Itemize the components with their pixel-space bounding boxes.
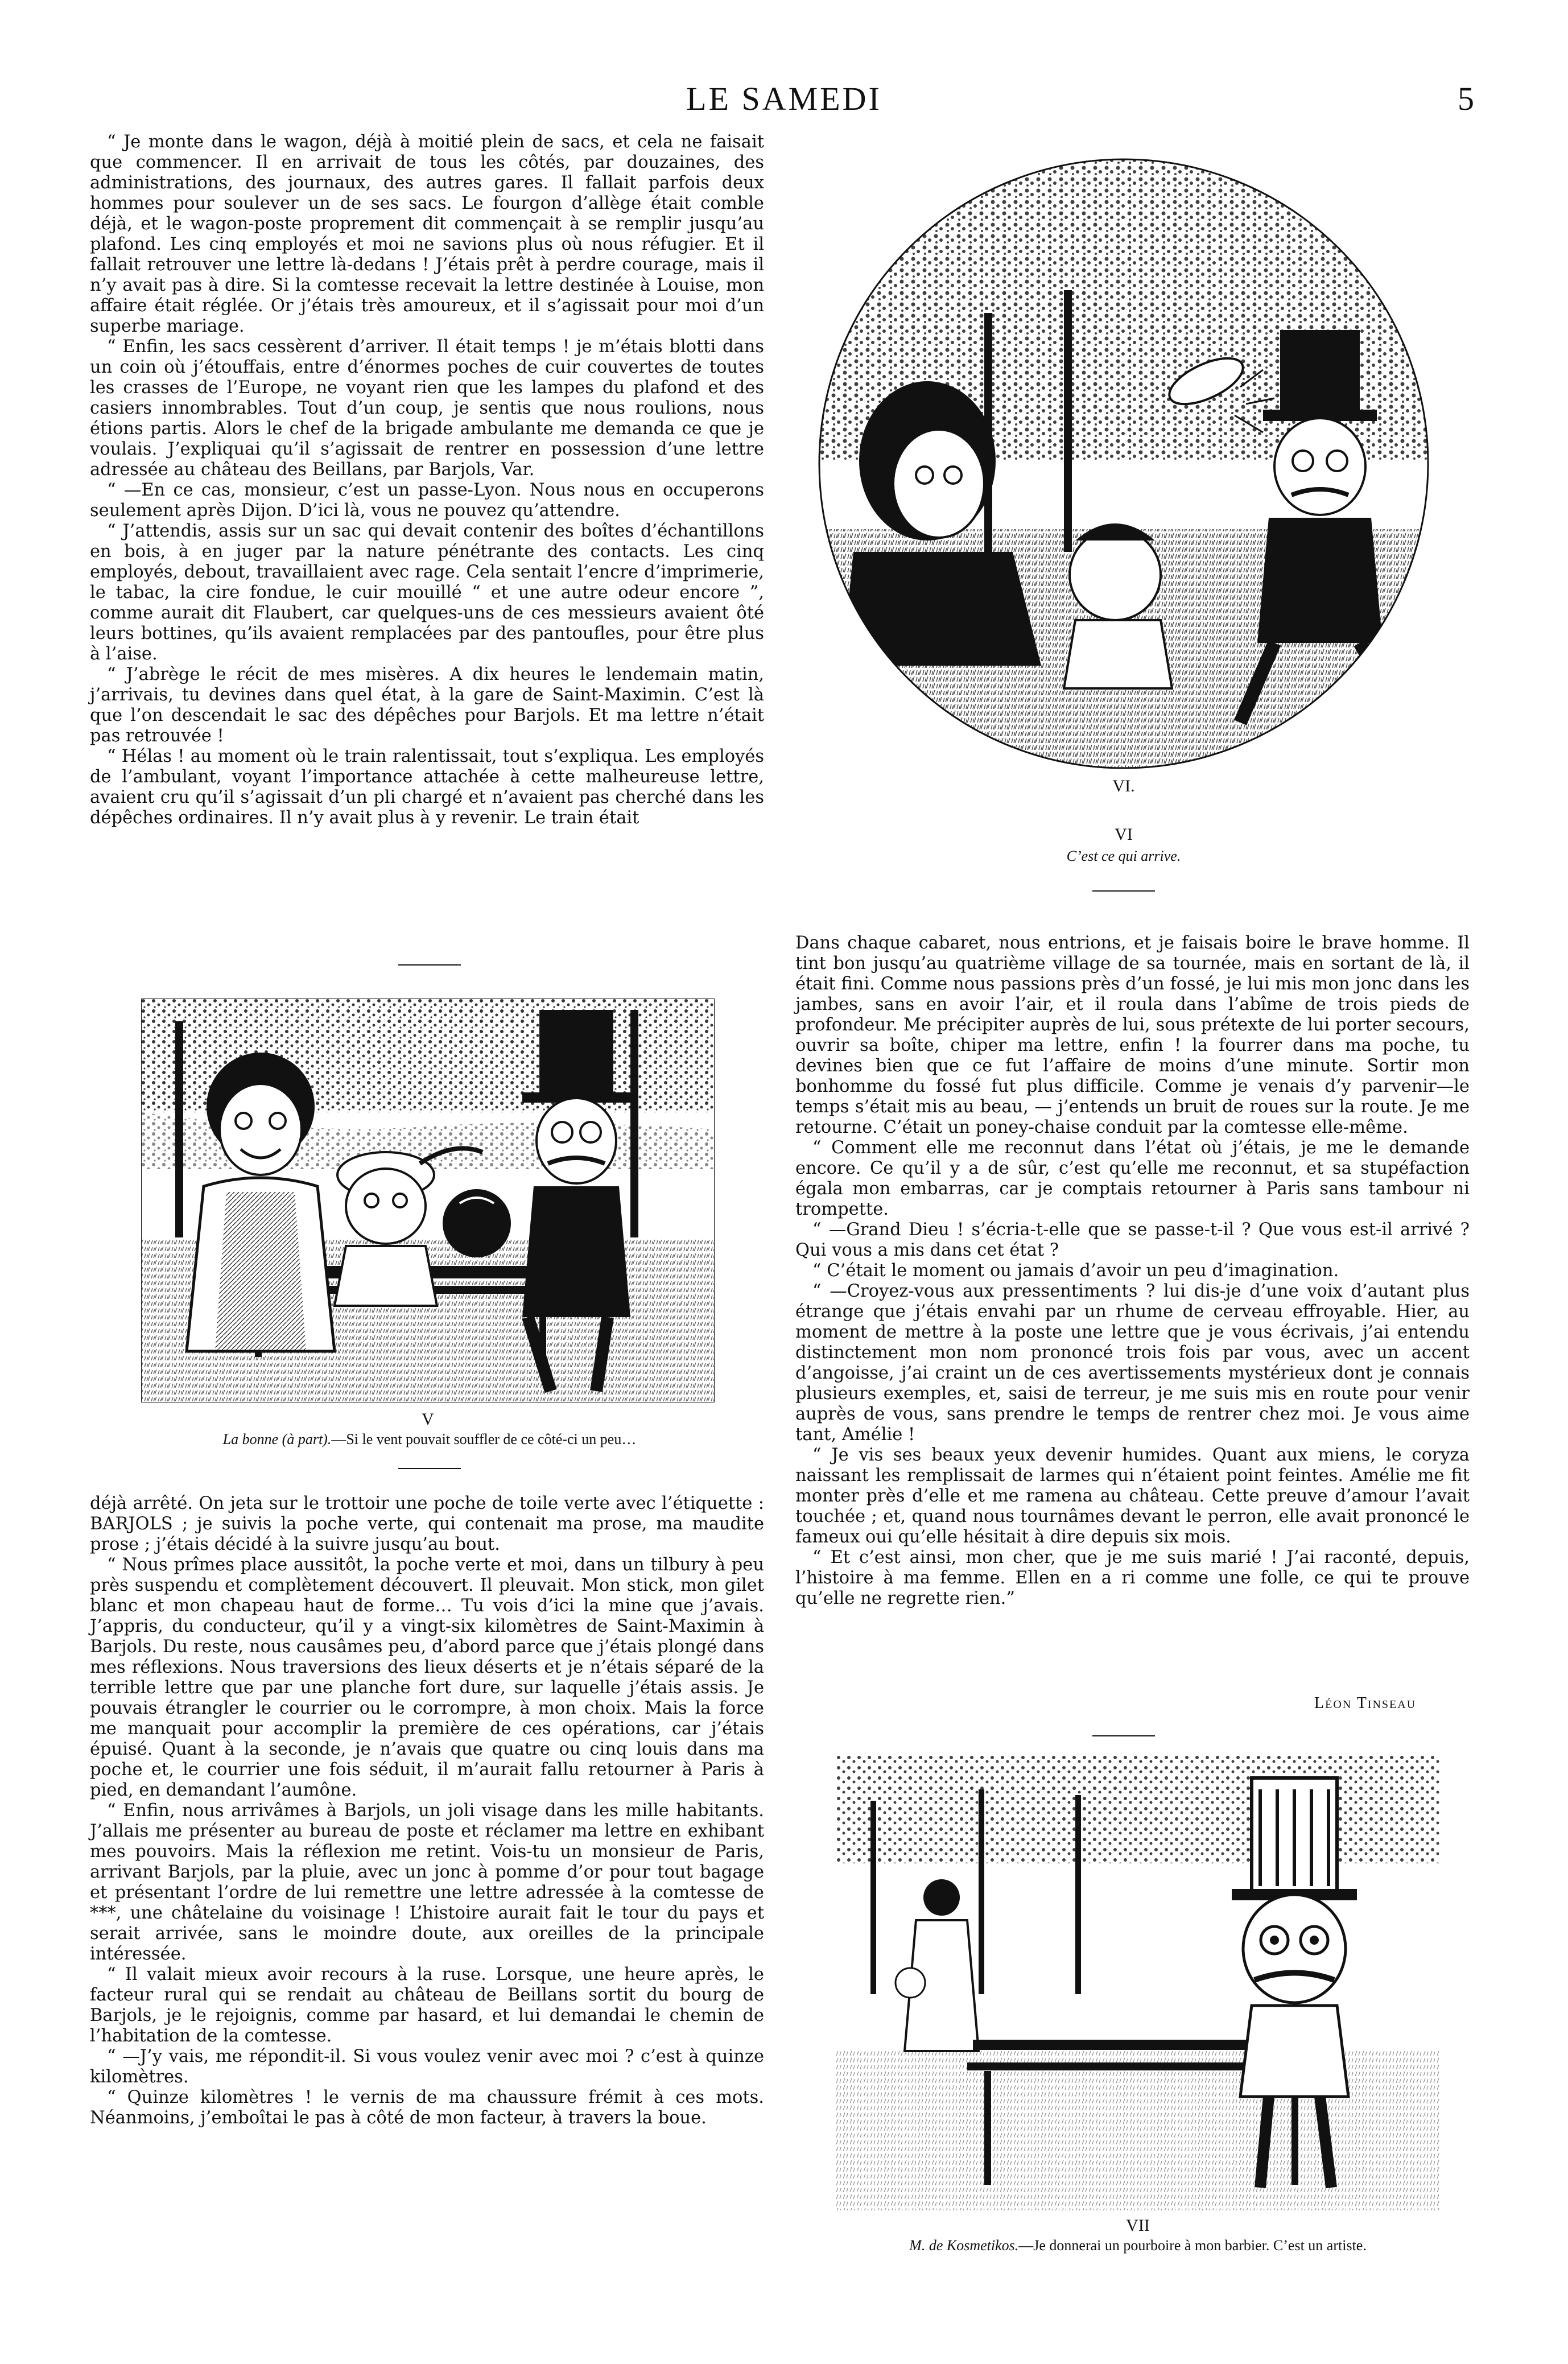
paragraph: “ —En ce cas, monsieur, c’est un passe-Lyon. Nous nous en occuperons seulement après Dijon. D’ici là, vous ne pouvez qu’attendre. (90, 480, 764, 521)
right-column-text (795, 933, 1470, 1609)
figure-v-caption-text: —Si le vent pouvait souffler de ce côté-ci un peu… (331, 1431, 637, 1447)
figure-vii-number: VII (1126, 2216, 1150, 2235)
paragraph: “ Comment elle me reconnut dans l’état où j’étais, je me le demande encore. Ce qu’il y a de sûr, c’est qu’elle me reconnut, et sa stupéfaction égala mon embarras, car je comptais retourner à Paris sans tambour ni trompette. (795, 1138, 1470, 1219)
figure-vi-caption (797, 848, 1451, 865)
paragraph: “ Il valait mieux avoir recours à la ruse. Lorsque, une heure après, le facteur rural qui se rendait au château de Beillans sortit du bourg de Barjols, je le rejoignis, comme par hasard, et lui demandai le chemin de l’habitation de la comtesse. (90, 1965, 764, 2046)
paragraph: “ Enfin, nous arrivâmes à Barjols, un joli visage dans les mille habitants. J’allais me présenter au bureau de poste et réclamer ma lettre en exhibant mes pouvoirs. Mais la réflexion me retint. Vois-tu un monsieur de Paris, arrivant Barjols, par la pluie, avec un jonc à pomme d’or pour tout bagage et présentant l’ordre de lui remettre une lettre adressée à la comtesse de ***, une châtelaine du voisinage ! L’histoire aurait fait le tour du pays et serait arrivée, sans le moindre doute, aux oreilles de la principale intéressée. (90, 1801, 764, 1964)
figure-vii-caption (797, 2237, 1479, 2254)
figure-vii-caption-speaker: M. de Kosmetikos. (909, 2237, 1019, 2254)
paragraph: “ —Croyez-vous aux pressentiments ? lui dis-je d’une voix d’autant plus étrange que j’étais envahi par un rhume de cerveau effroyable. Hier, au moment de mettre à la poste une lettre que je vous écrivais, j’ai entendu distinctement mon nom prononcé trois fois par vous, avec un accent d’angoisse, j’ai craint un de ces avertissements mystérieux dont je connais plusieurs exemples, et, saisi de terreur, je me suis mis en route pour venir auprès de vous, sans prendre le temps de rentrer chez moi. Je vous aime tant, Amélie ! (795, 1281, 1470, 1445)
illustration-vi (797, 142, 1451, 808)
author-signature: Léon Tinseau (1314, 1694, 1417, 1712)
figure-v-caption (114, 1431, 745, 1448)
section-divider (398, 1468, 461, 1469)
paragraph: “ Je monte dans le wagon, déjà à moitié plein de sacs, et cela ne faisait que commencer. Il en arrivait de tous les côtés, par douzaines, des administrations, des journaux, des autres gares. Il fallait parfois deux hommes pour soulever un de ses sacs. Le fourgon d’allège était comble déjà, et le wagon-poste proprement dit commençait à se remplir jusqu’au plafond. Les cinq employés et moi ne savions plus où nous réfugier. Et il fallait retrouver une lettre là-dedans ! J’étais prêt à perdre courage, mais il n’y avait pas à dire. Si la comtesse recevait la lettre destinée à Louise, mon affaire était réglée. Or j’étais très amoureux, et il s’agissait pour moi d’un superbe mariage. (90, 132, 764, 336)
garden-quarrel-illustration (797, 142, 1451, 808)
figure-v-caption-speaker: La bonne (à part). (222, 1431, 332, 1447)
paragraph: “ C’était le moment ou jamais d’avoir un peu d’imagination. (812, 1261, 1339, 1281)
paragraph: “ Je vis ses beaux yeux devenir humides. Quant aux miens, le coryza naissant les remplissait de larmes qui n’étaient point feintes. Amélie me fit monter près d’elle et me ramena au château. Cette preuve d’amour l’avait touchée ; et, quand nous tournâmes devant le perron, elle avait prononcé le fameux oui qu’elle hésitait à dire depuis six mois. (795, 1445, 1470, 1547)
illustration-v (141, 999, 715, 1402)
paragraph: “ —J’y vais, me répondit-il. Si vous voulez venir avec moi ? c’est à quinze kilomètres. (90, 2047, 764, 2087)
paragraph: “ Hélas ! au moment où le train ralentissait, tout s’expliqua. Les employés de l’ambulant, voyant l’importance attachée à cette malheureuse lettre, avaient cru qu’il s’agissait d’un pli chargé et n’avaient pas cherché dans les dépêches ordinaires. Il n’y avait plus à y revenir. Le train était (90, 746, 764, 828)
figure-vi-number: VI (1115, 825, 1133, 844)
paragraph: “ J’abrège le récit de mes misères. A dix heures le lendemain matin, j’arrivais, tu devines dans quel état, à la gare de Saint-Maximin. C’est là que l’on descendait le sac des dépêches pour Barjols. Et ma lettre n’était pas retrouvée ! (90, 665, 764, 746)
paragraph: “ —Grand Dieu ! s’écria-t-elle que se passe-t-il ? Que vous est-il arrivé ? Qui vous a mis dans cet état ? (795, 1220, 1470, 1260)
paragraph: “ Nous prîmes place aussitôt, la poche verte et moi, dans un tilbury à peu près suspendu et complètement découvert. Il pleuvait. Mon stick, mon gilet blanc et mon chapeau haut de forme… Tu vois d’ici la mine que j’avais. J’appris, du conducteur, qu’il y a vingt-six kilomètres de Saint-Maximin à Barjols. Du reste, nous causâmes peu, d’abord parce que j’étais plongé dans mes réflexions. Nous traversions des lieux déserts et je n’étais séparé de la terrible lettre que par une planche fort dure, sur laquelle j’étais assis. Je pouvais étrangler le courrier ou le corrompre, à mon choix. Mais la force me manquait pour accomplir la première de ces opérations, car j’étais épuisé. Quant à la seconde, je n’avais que quatre ou cinq louis dans ma poche et, le courrier une fois séduit, il m’aurait fallu retourner à Paris à pied, en demandant l’aumône. (90, 1555, 764, 1800)
park-bench-scene-illustration (141, 999, 715, 1402)
paragraph: déjà arrêté. On jeta sur le trottoir une poche de toile verte avec l’étiquette : BARJOLS ; je suivis la poche verte, qui contenait ma prose, ma maudite prose ; j’étais décidé à la suivre jusqu’au bout. (90, 1494, 764, 1554)
paragraph: Dans chaque cabaret, nous entrions, et je faisais boire le brave homme. Il tint bon jusqu’au quatrième village de sa tournée, mais en sortant de là, il était fini. Comme nous passions près d’un fossé, je lui mis mon jonc dans les jambes, sans en avoir l’air, et il roula dans l’abîme de trois pieds de profondeur. Me précipiter auprès de lui, sous prétexte de lui porter secours, ouvrir sa boîte, chiper ma lettre, enfin ! la fourrer dans ma poche, tu devines bien que ce fut l’affaire de moins d’une minute. Sortir mon bonhomme du fossé fut plus difficile. Comme je venais d’y parvenir—le temps s’était mis au beau, — j’entends un bruit de roues sur la route. Je me retourne. C’était un poney-chaise conduit par la comtesse elle-même. (795, 933, 1470, 1137)
paragraph: “ J’attendis, assis sur un sac qui devait contenir des boîtes d’échantillons en bois, à en juger par la nature pénétrante des contacts. Les cinq employés, debout, travaillaient avec rage. Cela sentait l’encre d’imprimerie, le tabac, la cire fondue, le cuir mouillé “ et une autre odeur encore ”, comme aurait dit Flaubert, car quelques-uns de ces messieurs avaient ôté leurs bottines, qu’ils avaient remplacées par des pantoufles, pour être plus à l’aise. (90, 521, 764, 664)
figure-vii-caption-text: —Je donnerai un pourboire à mon barbier. C’est un artiste. (1018, 2237, 1367, 2254)
figure-v-number: V (422, 1410, 434, 1429)
section-divider (398, 964, 461, 966)
left-column-top-text (90, 132, 764, 828)
bench-dandy-illustration (836, 1755, 1439, 2210)
paragraph: “ Et c’est ainsi, mon cher, que je me suis marié ! J’ai raconté, depuis, l’histoire à ma femme. Ellen en a ri comme une folle, ce qui te prouve qu’elle ne regrette rien.” (795, 1548, 1470, 1608)
figure-vi-inset-label: VI. (1112, 777, 1135, 795)
paragraph: “ Quinze kilomètres ! le vernis de ma chaussure frémit à ces mots. Néanmoins, j’emboîtai le pas à côté de mon facteur, à travers la boue. (90, 2087, 764, 2128)
page-number: 5 (1458, 80, 1474, 117)
figure-vi-caption-text: C’est ce qui arrive. (1066, 848, 1181, 864)
paragraph: “ Enfin, les sacs cessèrent d’arriver. Il était temps ! je m’étais blotti dans un coin où j’étouffais, entre d’énormes poches de cuir couvertes de toutes les crasses de l’Europe, ne voyant rien que les lampes du plafond et des casiers innombrables. Tout d’un coup, je sentis que nous roulions, nous étions partis. Alors le chef de la brigade ambulante me demanda ce que je voulais. J’expliquai qu’il s’agissait de rentrer en possession d’une lettre adressée au château des Beillans, par Barjols, Var. (90, 337, 764, 480)
left-column-bottom-text (90, 1494, 764, 2128)
section-divider (1092, 1735, 1155, 1736)
page-header-title: LE SAMEDI (686, 80, 882, 117)
illustration-vii (836, 1755, 1439, 2210)
section-divider (1092, 890, 1155, 892)
